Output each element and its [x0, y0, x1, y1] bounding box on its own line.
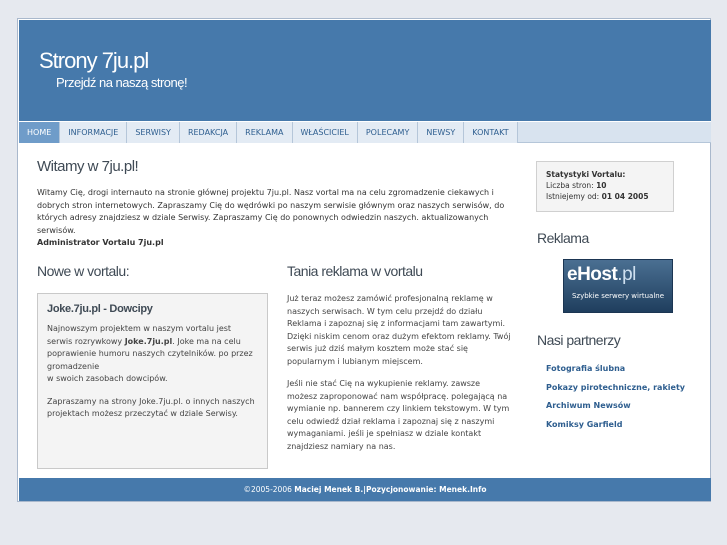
stats-pages-value: 10	[596, 181, 607, 190]
ehost-logo-tld: .pl	[617, 264, 636, 285]
nav-wlasciciel[interactable]: WŁAŚCICIEL	[293, 122, 358, 143]
ads-paragraph-2: Jeśli nie stać Cię na wykupienie reklamy. zawsze możesz zaproponować nam współpracę. polegającą na wymianie np. bannerem czy linkiem tekstowym. W tym celu odwiedź dział reklama i zapoznaj się z naszymi wymaganiami. jeśli je spełniasz w dziale kontakt znajdziesz namiary na nas.	[287, 379, 510, 451]
footer	[19, 478, 711, 501]
partner-link[interactable]: Pokazy pirotechniczne, rakiety	[546, 382, 685, 392]
nav-informacje[interactable]: INFORMACJE	[60, 122, 127, 143]
ehost-logo	[567, 264, 636, 286]
ads-heading: Tania reklama w vortalu	[287, 263, 423, 279]
footer-copyright: ©2005-2006	[243, 485, 292, 494]
reklama-heading: Reklama	[537, 230, 589, 246]
welcome-text	[37, 187, 512, 250]
news-heading: Nowe w vortalu:	[37, 263, 130, 279]
news-box	[37, 293, 268, 469]
news-text-bold: Joke.7ju.pl	[124, 336, 173, 346]
partners-heading: Nasi partnerzy	[537, 332, 621, 348]
stats-pages	[546, 180, 664, 191]
footer-author[interactable]: Maciej Menek B.	[294, 485, 364, 494]
ehost-banner[interactable]	[563, 259, 673, 313]
stats-since-label: Istniejemy od:	[546, 192, 600, 201]
news-paragraph-2: Zapraszamy na strony Joke.7ju.pl. o innych naszych projektach możesz przeczytać w dziale Serwisy.	[47, 396, 255, 418]
footer-seo-link[interactable]: Pozycjonowanie: Menek.Info	[365, 485, 487, 494]
nav-kontakt[interactable]: KONTAKT	[464, 122, 517, 143]
nav-newsy[interactable]: NEWSY	[418, 122, 464, 143]
nav-reklama[interactable]: REKLAMA	[237, 122, 292, 143]
stats-box	[536, 161, 674, 212]
nav-redakcja[interactable]: REDAKCJA	[180, 122, 237, 143]
partner-link[interactable]: Fotografia ślubna	[546, 364, 626, 373]
news-box-title: Joke.7ju.pl - Dowcipy	[47, 303, 153, 315]
header	[19, 20, 711, 121]
news-paragraph	[47, 323, 258, 386]
nav-home[interactable]: HOME	[19, 122, 60, 143]
nav-serwisy[interactable]: SERWISY	[127, 122, 180, 143]
welcome-paragraph: Witamy Cię, drogi internauto na stronie głównej projektu 7ju.pl. Nasz vortal ma na celu zgromadzenie ciekawych i dobrych stron internetowych. Zapraszamy Cię do wędrówki po naszym serwisie głównym oraz naszych serwisów, do których adresy znajdziesz w dziale Serwisy. Zapraszamy Cię do ponownych odwiedzin naszych. aktualizowanych serwisów.	[37, 188, 505, 235]
main-nav	[19, 121, 711, 143]
partner-link[interactable]: Komiksy Garfield	[546, 419, 623, 429]
stats-since	[546, 191, 664, 202]
news-text-c: w swoich zasobach dowcipów.	[47, 374, 168, 383]
nav-polecamy[interactable]: POLECAMY	[358, 122, 418, 143]
ehost-tagline: Szybkie serwery wirtualne	[571, 292, 665, 300]
ads-text	[287, 293, 512, 463]
partner-link[interactable]: Archiwum Newsów	[546, 401, 631, 410]
stats-title: Statystyki Vortalu:	[546, 170, 626, 179]
welcome-signature: Administrator Vortalu 7ju.pl	[37, 238, 164, 247]
welcome-heading: Witamy w 7ju.pl!	[37, 158, 139, 175]
news-text-b: . Joke ma na celu poprawienie humoru naszych czytelników. po przez gromadzenie	[47, 336, 253, 371]
stats-since-value: 01 04 2005	[601, 192, 649, 201]
stats-pages-label: Liczba stron:	[546, 181, 594, 190]
ads-paragraph-1: Już teraz możesz zamówić profesjonalną reklamę w naszych serwisach. W tym celu przejdź do działu Reklama i zapoznaj się z informacjami tam zawartymi. Dzięki niskim cenom oraz dużym efektom reklamy. Twój serwis już dziś małym kosztem może stać się popularnym i lubianym miejscem.	[287, 294, 511, 366]
partners-list	[546, 364, 685, 438]
news-text-a: Najnowszym projektem w naszym vortalu jest serwis rozrywkowy	[47, 324, 232, 346]
page-container	[17, 18, 711, 502]
site-title[interactable]: Strony 7ju.pl	[39, 48, 149, 73]
footer-separator: |	[363, 485, 366, 494]
site-subtitle[interactable]: Przejdź na naszą stronę!	[56, 75, 188, 90]
ehost-logo-main: eHost	[567, 264, 618, 285]
